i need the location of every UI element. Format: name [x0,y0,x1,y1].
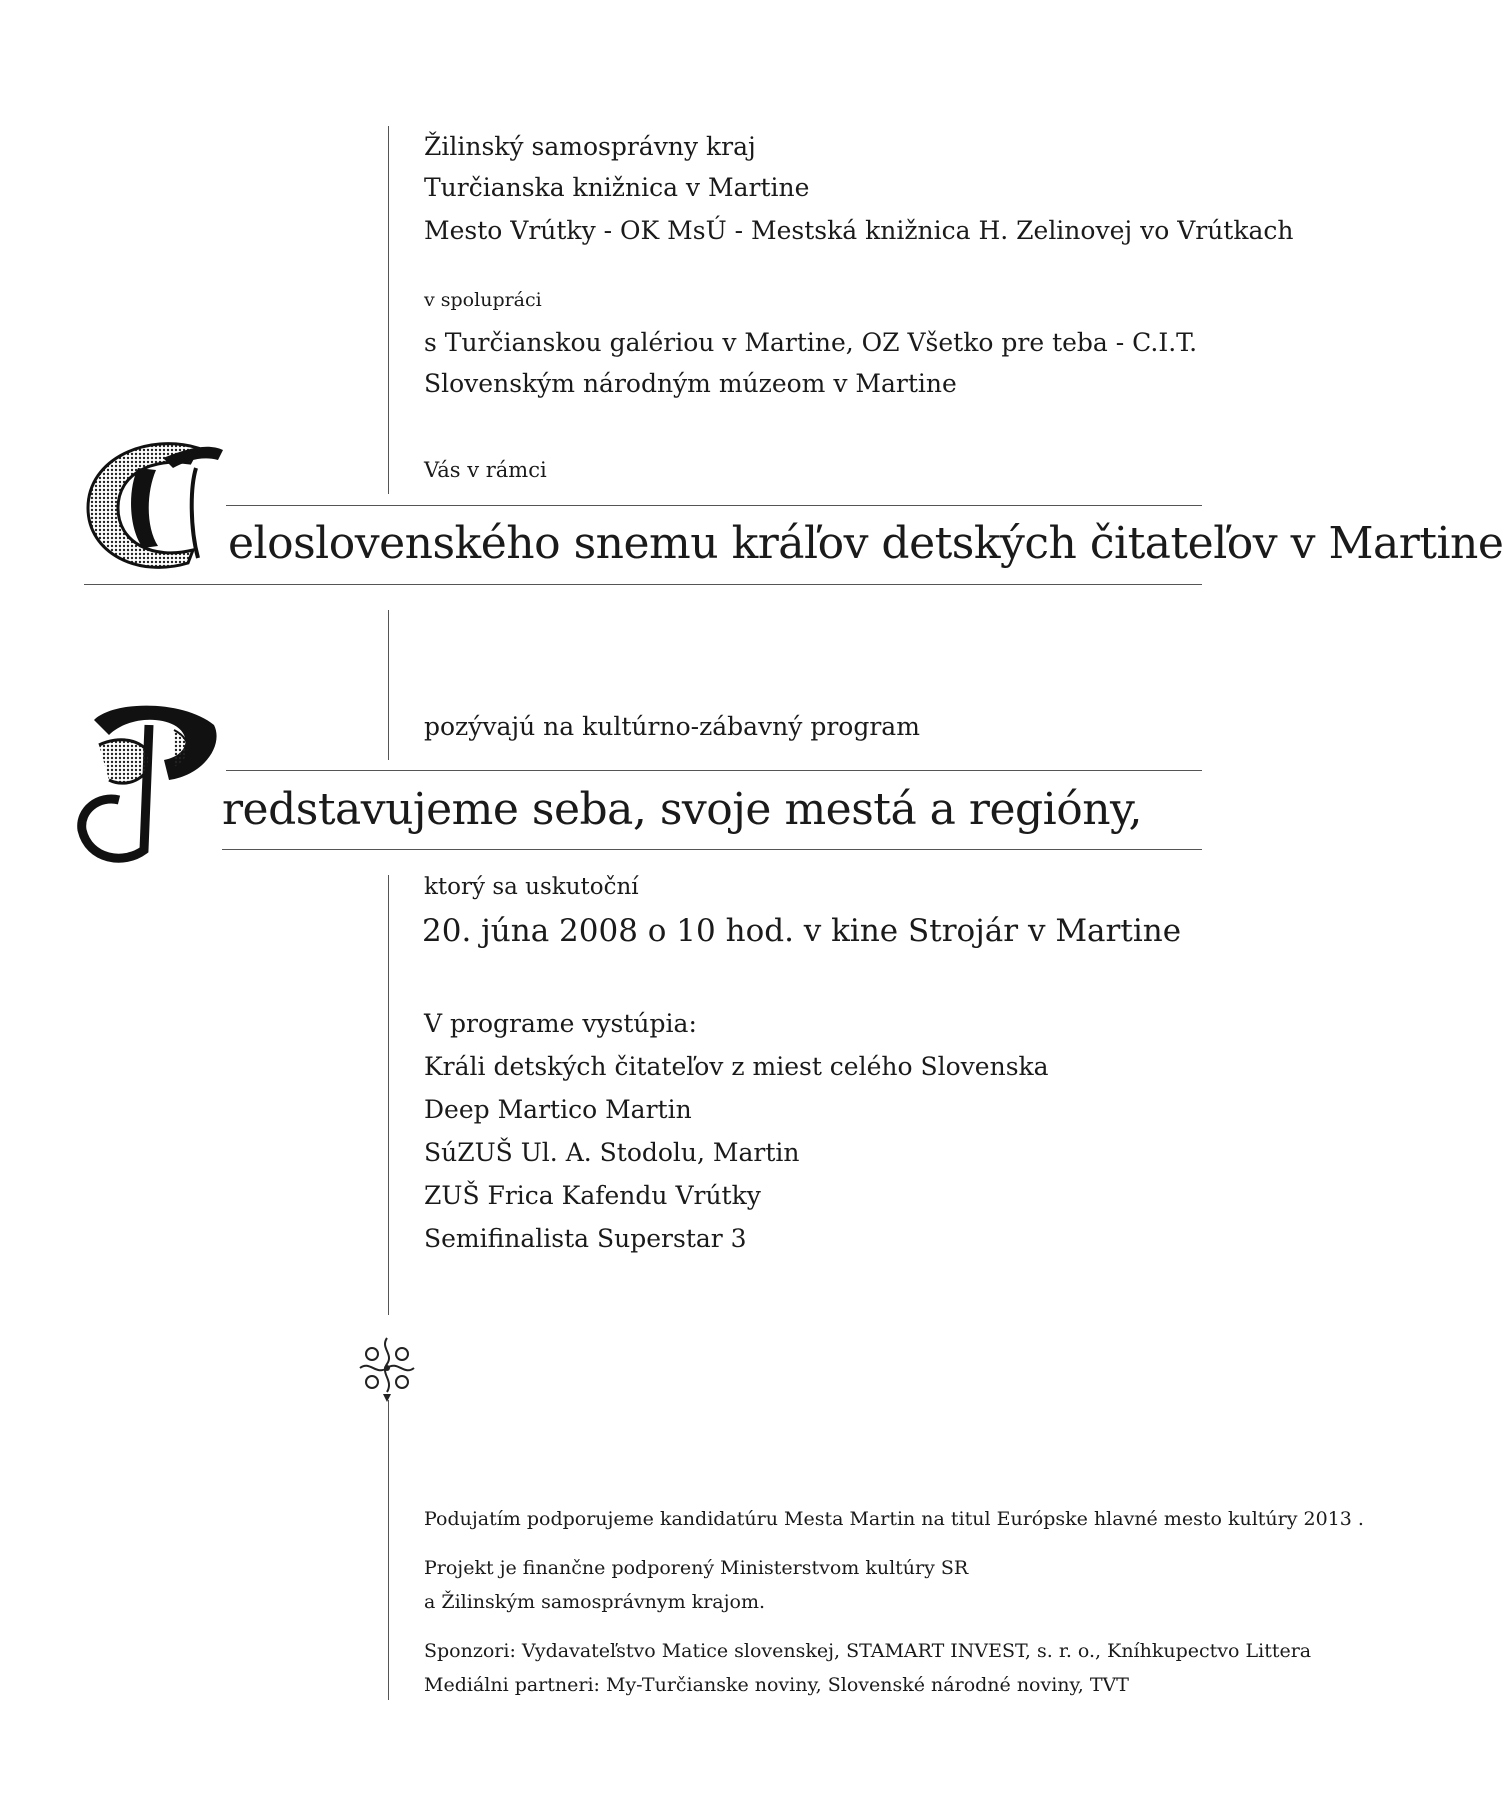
partner-line: s Turčianskou galériou v Martine, OZ Všetko pre teba - C.I.T. [424,328,1198,357]
performers-label: V programe vystúpia: [424,1009,697,1038]
vertical-rule-middle [388,610,389,760]
takes-place-label: ktorý sa uskutoční [424,874,639,900]
program-title: redstavujeme seba, svoje mestá a regióny, [222,784,1143,835]
vertical-rule-top [388,126,389,494]
media-partners-line: Mediálni partneri: My-Turčianske noviny, Slovenské národné noviny, TVT [424,1674,1129,1696]
invite-label: pozývajú na kultúrno-zábavný program [424,712,920,741]
funding-line: Projekt je finančne podporený Ministerstvom kultúry SR [424,1557,969,1579]
floral-ornament [354,1334,420,1404]
funding-line: a Žilinským samosprávnym krajom. [424,1591,766,1613]
initial-p-ornament [74,700,224,870]
sponsors-line: Sponzori: Vydavateľstvo Matice slovenskej, STAMART INVEST, s. r. o., Kníhkupectvo Littera [424,1640,1312,1662]
performer-item: SúZUŠ Ul. A. Stodolu, Martin [424,1138,800,1167]
event-rule-bottom [84,584,1202,585]
program-rule-bottom [222,849,1202,850]
performer-item: Deep Martico Martin [424,1095,692,1124]
event-datetime: 20. júna 2008 o 10 hod. v kine Strojár v Martine [422,913,1182,949]
program-rule-top [226,770,1202,771]
cooperation-label: v spolupráci [424,289,542,311]
organizer-line: Žilinský samosprávny kraj [424,132,756,161]
organizer-line: Mesto Vrútky - OK MsÚ - Mestská knižnica H. Zelinovej vo Vrútkach [424,216,1294,245]
performer-item: Semifinalista Superstar 3 [424,1224,747,1253]
initial-c-ornament [78,428,226,578]
performer-item: Králi detských čitateľov z miest celého Slovenska [424,1052,1049,1081]
vertical-rule-lower [388,875,389,1315]
partner-line: Slovenským národným múzeom v Martine [424,369,957,398]
event-rule-top [226,505,1202,506]
vertical-rule-bottom [388,1400,389,1700]
performer-item: ZUŠ Frica Kafendu Vrútky [424,1181,761,1210]
event-title: eloslovenského snemu kráľov detských čitateľov v Martine [228,518,1503,569]
support-note: Podujatím podporujeme kandidatúru Mesta Martin na titul Európske hlavné mesto kultúry 2013 . [424,1508,1364,1530]
frame-label: Vás v rámci [424,458,547,482]
organizer-line: Turčianska knižnica v Martine [424,173,810,202]
